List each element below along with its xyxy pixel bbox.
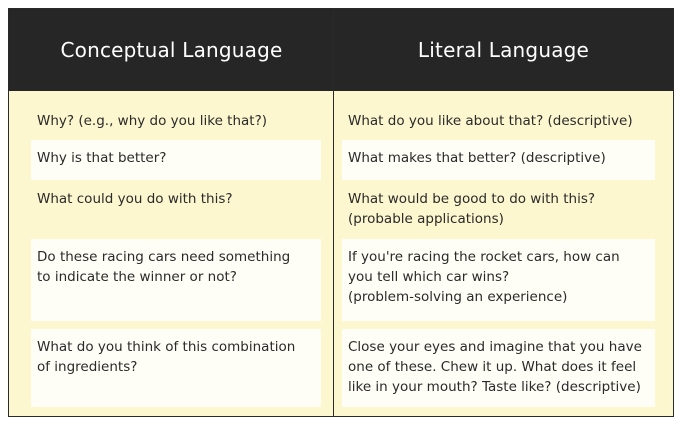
conceptual-cell-2: Why is that better?	[31, 140, 321, 180]
literal-cell-3: What would be good to do with this? (probable applications)	[348, 191, 596, 227]
literal-cell-4: If you're racing the rocket cars, how can you tell which car wins? (problem-solving an experience)	[342, 239, 655, 321]
literal-cell-2: What makes that better? (descriptive)	[342, 140, 655, 180]
header-literal-language: Literal Language	[417, 38, 590, 62]
conceptual-cell-4: Do these racing cars need something to indicate the winner or not?	[31, 239, 321, 321]
conceptual-cell-3: What could you do with this?	[37, 191, 233, 207]
conceptual-cell-5: What do you think of this combination of ingredients?	[31, 329, 321, 407]
header-conceptual-language: Conceptual Language	[60, 38, 283, 62]
conceptual-cell-1: Why? (e.g., why do you like that?)	[37, 113, 268, 129]
comparison-table	[8, 8, 674, 417]
literal-cell-5: Close your eyes and imagine that you have one of these. Chew it up. What does it feel like in your mouth? Taste like? (descriptive)	[342, 329, 655, 407]
literal-cell-1: What do you like about that? (descriptive)	[348, 113, 633, 129]
column-divider	[333, 9, 334, 416]
table-header	[9, 9, 673, 91]
